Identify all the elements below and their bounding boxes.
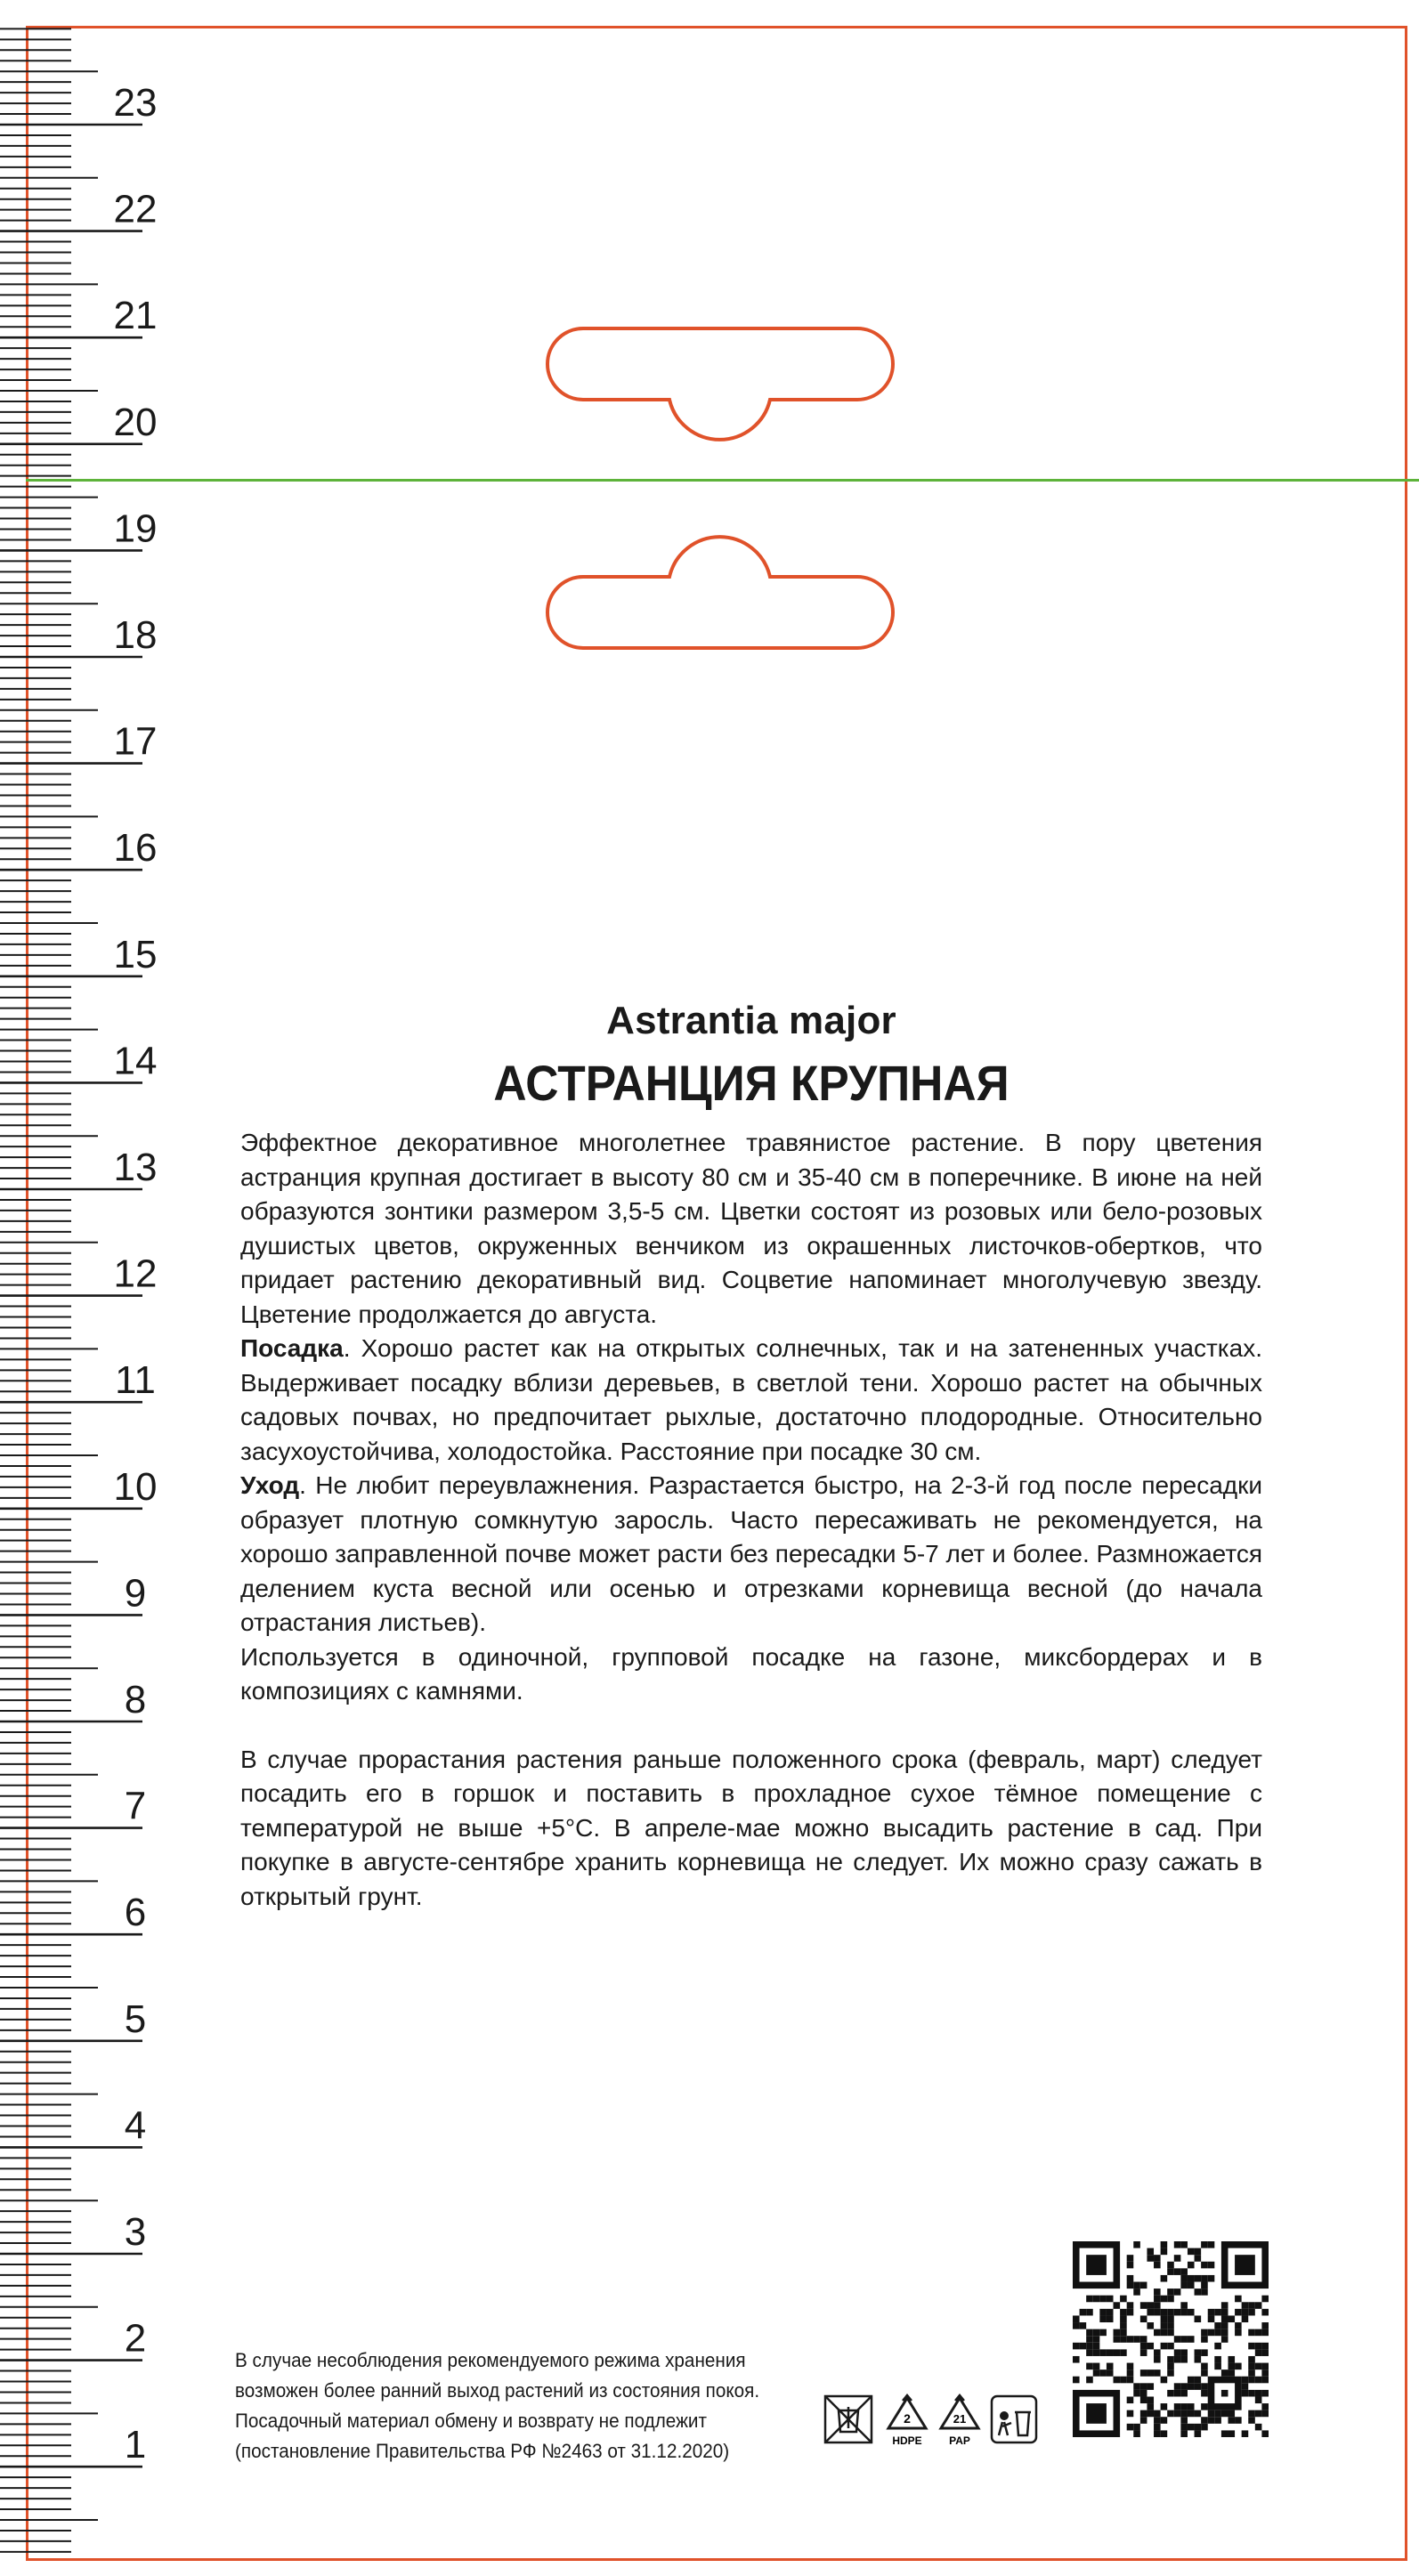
product-title: АСТРАНЦИЯ КРУПНАЯ (493, 1055, 1010, 1111)
ruler-label: 7 (124, 1784, 147, 1828)
ruler-label: 14 (113, 1039, 158, 1083)
ruler-label: 4 (124, 2103, 147, 2148)
early-sprouting-note: В случае прорастания растения раньше положенного срока (февраль, март) следует посадить его в горшок и поставить в прохладное сухое тёмное помещение с температурой не выше +5°С. В апреле-мае можно высадить растение в сад. При покупке в августе-сентябре хранить корневища не следует. Их можно сразу сажать в открытый грунт. (240, 1745, 1262, 1910)
ruler-label: 6 (124, 1891, 147, 1935)
ruler-label: 2 (124, 2316, 147, 2361)
care-paragraph (240, 1469, 1262, 1640)
planting-paragraph (240, 1332, 1262, 1469)
ruler-label: 9 (124, 1571, 147, 1616)
ruler-label: 10 (113, 1464, 158, 1509)
ruler-label: 23 (113, 81, 158, 125)
storage-line: В случае несоблюдения рекомендуемого режима хранения (235, 2349, 746, 2371)
qr-code (1073, 2241, 1269, 2437)
not-for-food-contact-icon (825, 2396, 872, 2442)
storage-line: Посадочный материал обмену и возврату не подлежит (235, 2410, 707, 2432)
ruler-label: 15 (113, 932, 158, 976)
usage: Используется в одиночной, групповой посадке на газоне, миксбордерах и в композициях с камнями. (240, 1642, 1262, 1705)
hdpe-label: HDPE (892, 2434, 922, 2447)
ruler-label: 13 (113, 1146, 158, 1189)
ruler-label: 16 (113, 826, 158, 871)
ruler-label: 5 (124, 1997, 147, 2041)
pap-number: 21 (953, 2412, 967, 2426)
ruler-label: 1 (124, 2423, 147, 2467)
description-block (240, 1126, 1262, 1914)
recycle-pap-icon (941, 2395, 978, 2447)
ruler-label: 11 (115, 1358, 156, 1403)
ruler-label: 3 (124, 2210, 147, 2254)
ruler-label: 22 (113, 187, 158, 231)
storage-note (235, 2345, 775, 2467)
care-text: . Не любит переувлажнения. Разрастается быстро, на 2-3-й год после пересадки образует плотную сомкнутую заросль. Часто пересаживать не рекомендуется, на хорошо заправленной почве может расти без пересадки 5-7 лет и более. Размножается делением куста весной или осенью и отрезками корневища весной (до начала отрастания листьев). (240, 1471, 1262, 1636)
ruler-label: 21 (113, 294, 158, 338)
hdpe-number: 2 (904, 2411, 911, 2426)
hanger-slot-top (547, 328, 893, 440)
recycling-icons (821, 2386, 1052, 2457)
description: Эффектное декоративное многолетнее травянистое растение. В пору цветения астранция крупная достигает в высоту 80 см и 35-40 см в поперечнике. В июне на ней образуются зонтики размером 3,5-5 см. Цветки состоят из розовых или бело-розовых душистых цветов, окруженных венчиком из окрашенных листочков-обертков, что придает растению декоративный вид. Соцветие напоминает многолучевую звезду. Цветение продолжается до августа. (240, 1129, 1262, 1328)
product-info (240, 999, 1262, 1914)
hanger-slot-bottom (547, 537, 893, 648)
storage-line: возможен более ранний выход растений из состояния покоя. (235, 2379, 760, 2402)
ruler-label: 18 (113, 613, 158, 657)
planting-text: . Хорошо растет как на открытых солнечных, так и на затененных участках. Выдерживает посадку вблизи деревьев, в светлой тени. Хорошо растет на обычных садовых почвах, но предпочитает рыхлые, достаточно плодородные. Относительно засухоустойчива, холодостойка. Расстояние при посадке 30 см. (240, 1334, 1262, 1465)
ruler-label: 19 (113, 506, 158, 551)
latin-name: Astrantia major (606, 999, 896, 1042)
ruler-label: 20 (113, 400, 158, 444)
pap-label: PAP (949, 2434, 970, 2447)
care-label: Уход (240, 1471, 300, 1499)
hanger-slots (0, 0, 1419, 676)
ruler-label: 12 (113, 1252, 158, 1296)
ruler-label: 17 (113, 719, 158, 764)
storage-line: (постановление Правительства РФ №2463 от 31.12.2020) (235, 2440, 730, 2462)
recycle-hdpe-icon (888, 2395, 926, 2447)
ruler-label: 8 (124, 1678, 147, 1721)
planting-label: Посадка (240, 1334, 344, 1362)
trash-bin-icon (992, 2396, 1036, 2442)
